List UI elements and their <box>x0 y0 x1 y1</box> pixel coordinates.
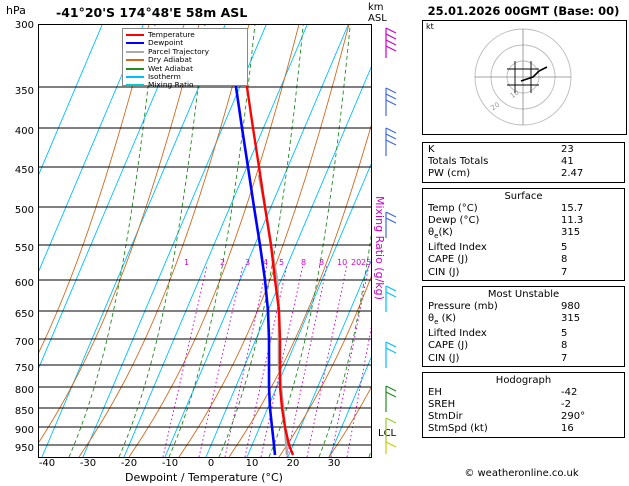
svg-text:20: 20 <box>489 100 502 113</box>
surface-key-cin: CIN (J) <box>428 266 460 278</box>
dry-adiabat-lines <box>39 25 371 457</box>
legend-swatch-parcel <box>126 51 144 53</box>
surface-key-cape: CAPE (J) <box>428 254 469 266</box>
legend-swatch-dewpoint <box>126 42 144 44</box>
mu-value-li: 5 <box>561 328 568 340</box>
hodo-value-stmdir: 290° <box>561 411 586 423</box>
table-row <box>423 144 624 156</box>
legend-label-dry-adiabat: Dry Adiabat <box>148 55 192 65</box>
index-value-k: 23 <box>561 144 574 155</box>
surface-value-thetae: 315 <box>561 227 581 239</box>
hodo-key-eh: EH <box>428 386 442 398</box>
index-key-k: K <box>428 144 435 155</box>
wind-barb-700 <box>386 342 396 368</box>
legend-item-wet-adiabat <box>126 65 244 73</box>
x-tick-20: 20 <box>286 458 300 469</box>
hodo-value-stmspd: 16 <box>561 423 574 435</box>
y-tick-550: 550 <box>14 243 34 254</box>
mu-key-thetae: $\theta_e$ (K) <box>428 313 456 327</box>
x-axis-title: Dewpoint / Temperature (°C) <box>125 471 283 484</box>
svg-text:5: 5 <box>279 258 285 267</box>
wind-barb-column <box>370 24 416 456</box>
hodo-value-eh: -42 <box>561 386 578 398</box>
legend-swatch-wet-adiabat <box>126 68 144 70</box>
info-panel <box>418 0 629 486</box>
hodo-key-sreh: SREH <box>428 399 456 411</box>
wind-barb-400 <box>386 128 396 156</box>
svg-text:25: 25 <box>361 258 371 267</box>
y-tick-300: 300 <box>14 20 34 31</box>
table-row <box>423 267 624 279</box>
mu-key-cin: CIN (J) <box>428 352 460 364</box>
y-tick-400: 400 <box>14 126 34 137</box>
wind-barb-500 <box>386 212 396 238</box>
table-row <box>423 340 624 352</box>
pressure-unit-label: hPa <box>6 4 26 17</box>
date-header: 25.01.2026 00GMT (Base: 00) <box>427 4 620 18</box>
mu-value-cin: 7 <box>561 352 568 364</box>
y-tick-450: 450 <box>14 165 34 176</box>
index-value-totals: 41 <box>561 156 574 168</box>
svg-text:1: 1 <box>184 258 190 267</box>
svg-text:20: 20 <box>351 258 362 267</box>
y-tick-350: 350 <box>14 86 34 97</box>
hodograph <box>422 20 627 135</box>
legend-label-wet-adiabat: Wet Adiabat <box>148 63 193 73</box>
wind-barb-950 <box>386 442 396 454</box>
wind-barb-600 <box>386 286 396 312</box>
table-row <box>423 156 624 168</box>
legend-label-isotherm: Isotherm <box>148 71 181 81</box>
y-tick-850: 850 <box>14 406 34 417</box>
wind-barb-350 <box>386 88 396 116</box>
svg-text:2: 2 <box>220 258 226 267</box>
surface-key-temp: Temp (°C) <box>428 202 478 214</box>
legend-swatch-temperature <box>126 34 144 36</box>
surface-key-dewp: Dewp (°C) <box>428 214 480 226</box>
table-row <box>423 203 624 215</box>
legend-label-temperature: Temperature <box>148 30 195 39</box>
mu-key-li: Lifted Index <box>428 328 487 340</box>
surface-heading: Surface <box>504 190 543 202</box>
index-value-pw: 2.47 <box>561 168 584 180</box>
height-unit-label: km ASL <box>368 2 387 24</box>
x-tick-30: 30 <box>327 458 341 469</box>
most-unstable-table <box>422 286 625 367</box>
table-row <box>423 215 624 227</box>
y-tick-650: 650 <box>14 309 34 320</box>
index-key-totals: Totals Totals <box>428 156 489 168</box>
legend-label-parcel: Parcel Trajectory <box>148 46 210 56</box>
stats-tables <box>422 142 625 443</box>
legend-swatch-mixing-ratio <box>126 84 144 86</box>
table-row <box>423 301 624 313</box>
surface-table <box>422 188 625 281</box>
svg-text:4: 4 <box>263 258 269 267</box>
hodograph-unit-label: kt <box>426 22 434 31</box>
hodograph-heading: Hodograph <box>495 374 552 386</box>
copyright-credit: © weatheronline.co.uk <box>464 468 579 479</box>
wind-barb-800 <box>386 386 396 412</box>
table-row <box>423 254 624 266</box>
surface-value-li: 5 <box>561 242 568 254</box>
table-row <box>423 313 624 328</box>
wet-adiabat-lines <box>69 25 371 457</box>
x-tick-m40: -40 <box>38 458 56 469</box>
svg-text:8: 8 <box>319 258 325 267</box>
skewt-svg <box>39 25 371 457</box>
hodograph-svg <box>423 21 624 132</box>
mu-key-pressure: Pressure (mb) <box>428 300 498 312</box>
isotherm-lines <box>39 25 371 457</box>
legend-item-mixing-ratio <box>126 81 244 89</box>
surface-key-li: Lifted Index <box>428 242 487 254</box>
indices-table <box>422 142 625 183</box>
table-row <box>423 227 624 242</box>
station-title: -41°20'S 174°48'E 58m ASL <box>56 5 248 20</box>
wind-barb-900 <box>386 418 396 442</box>
surface-value-cin: 7 <box>561 266 568 278</box>
svg-text:10: 10 <box>337 258 348 267</box>
mu-value-cape: 8 <box>561 340 568 352</box>
surface-value-cape: 8 <box>561 254 568 266</box>
table-row <box>423 353 624 365</box>
surface-value-temp: 15.7 <box>561 202 584 214</box>
surface-value-dewp: 11.3 <box>561 214 584 226</box>
x-tick-0: 0 <box>207 458 215 469</box>
mixing-ratio-axis-label: Mixing Ratio (g/kg) <box>373 196 386 300</box>
legend-label-dewpoint: Dewpoint <box>148 38 184 48</box>
table-row <box>423 399 624 411</box>
svg-text:3: 3 <box>245 258 251 267</box>
hodo-key-stmspd: StmSpd (kt) <box>428 423 488 435</box>
wind-barb-300 <box>386 28 396 58</box>
x-tick-10: 10 <box>245 458 259 469</box>
table-row <box>423 242 624 254</box>
mu-value-thetae: 315 <box>561 313 581 325</box>
y-tick-900: 900 <box>14 425 34 436</box>
x-tick-m30: -30 <box>79 458 97 469</box>
lcl-label: LCL <box>378 428 397 439</box>
hodograph-table <box>422 372 625 438</box>
x-tick-m10: -10 <box>161 458 179 469</box>
surface-key-thetae: $\theta_e(K)$ <box>428 227 453 241</box>
index-key-pw: PW (cm) <box>428 168 471 180</box>
table-row <box>423 328 624 340</box>
y-tick-800: 800 <box>14 385 34 396</box>
mu-key-cape: CAPE (J) <box>428 340 469 352</box>
y-tick-700: 700 <box>14 337 34 348</box>
svg-text:8: 8 <box>301 258 307 267</box>
hodo-value-sreh: -2 <box>561 399 571 411</box>
x-tick-m20: -20 <box>120 458 138 469</box>
legend-item-dry-adiabat <box>126 56 244 64</box>
y-tick-600: 600 <box>14 278 34 289</box>
svg-text:10: 10 <box>508 88 521 101</box>
y-tick-750: 750 <box>14 363 34 374</box>
table-row <box>423 423 624 435</box>
mu-value-pressure: 980 <box>561 300 581 312</box>
legend-swatch-dry-adiabat <box>126 59 144 61</box>
legend-item-temperature <box>126 31 244 39</box>
hodo-key-stmdir: StmDir <box>428 411 463 423</box>
legend-label-mixing-ratio: Mixing Ratio <box>148 80 194 90</box>
y-tick-500: 500 <box>14 205 34 216</box>
y-tick-950: 950 <box>14 443 34 454</box>
temperature-line <box>243 49 293 455</box>
chart-legend <box>122 28 248 90</box>
legend-swatch-isotherm <box>126 76 144 78</box>
most-unstable-heading: Most Unstable <box>487 288 560 300</box>
table-row <box>423 387 624 399</box>
table-row <box>423 411 624 423</box>
table-row <box>423 168 624 180</box>
